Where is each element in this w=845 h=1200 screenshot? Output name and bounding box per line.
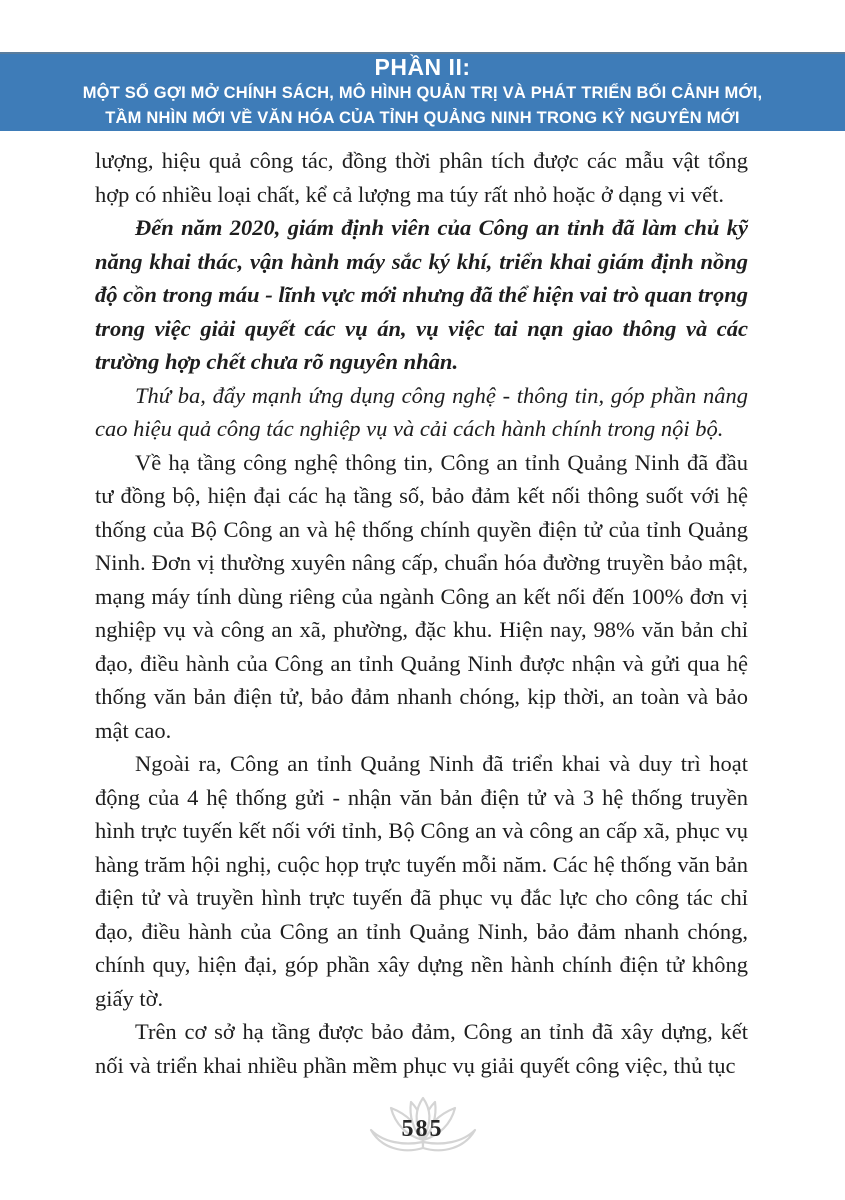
chapter-header-band <box>0 52 845 131</box>
paragraph-software: Trên cơ sở hạ tầng được bảo đảm, Công an tỉnh đã xây dựng, kết nối và triển khai nhiều phần mềm phục vụ giải quyết công việc, thủ tục <box>95 1019 748 1078</box>
chapter-subtitle-line2: TẦM NHÌN MỚI VỀ VĂN HÓA CỦA TỈNH QUẢNG NINH TRONG KỶ NGUYÊN MỚI <box>105 109 740 127</box>
chapter-part-label: PHẦN II: <box>374 54 471 80</box>
paragraph-systems: Ngoài ra, Công an tỉnh Quảng Ninh đã triển khai và duy trì hoạt động của 4 hệ thống gửi - nhận văn bản điện tử và 3 hệ thống truyền hình trực tuyến kết nối với tỉnh, Bộ Công an và công an cấp xã, phục vụ hàng trăm hội nghị, cuộc họp trực tuyến mỗi năm. Các hệ thống văn bản điện tử và truyền hình trực tuyến đã phục vụ đắc lực cho công tác chỉ đạo, điều hành của Công an tỉnh Quảng Ninh, bảo đảm nhanh chóng, chính quy, hiện đại, góp phần xây dựng nền hành chính điện tử không giấy tờ. <box>95 751 748 1011</box>
page-number: 585 <box>401 1116 444 1142</box>
chapter-subtitle-line1: MỘT SỐ GỢI MỞ CHÍNH SÁCH, MÔ HÌNH QUẢN TRỊ VÀ PHÁT TRIỂN BỐI CẢNH MỚI, <box>82 84 763 102</box>
paragraph-bold-italic: Đến năm 2020, giám định viên của Công an tỉnh đã làm chủ kỹ năng khai thác, vận hành máy sắc ký khí, triển khai giám định nồng độ cồn trong máu - lĩnh vực mới nhưng đã thể hiện vai trò quan trọng trong việc giải quyết các vụ án, vụ việc tai nạn giao thông và các trường hợp chết chưa rõ nguyên nhân. <box>95 215 748 374</box>
paragraph-continuation: lượng, hiệu quả công tác, đồng thời phân tích được các mẫu vật tổng hợp có nhiều loại chất, kể cả lượng ma túy rất nhỏ hoặc ở dạng vi vết. <box>95 148 748 207</box>
paragraph-italic: Thứ ba, đẩy mạnh ứng dụng công nghệ - thông tin, góp phần nâng cao hiệu quả công tác nghiệp vụ và cải cách hành chính trong nội bộ. <box>95 382 748 441</box>
paragraph-infrastructure: Về hạ tầng công nghệ thông tin, Công an tỉnh Quảng Ninh đã đầu tư đồng bộ, hiện đại các hạ tầng số, bảo đảm kết nối thông suốt với hệ thống của Bộ Công an và hệ thống chính quyền điện tử của tỉnh Quảng Ninh. Đơn vị thường xuyên nâng cấp, chuẩn hóa đường truyền bảo mật, mạng máy tính dùng riêng của ngành Công an kết nối đến 100% đơn vị nghiệp vụ và công an xã, phường, đặc khu. Hiện nay, 98% văn bản chỉ đạo, điều hành của Công an tỉnh Quảng Ninh được nhận và gửi qua hệ thống văn bản điện tử, bảo đảm nhanh chóng, kịp thời, an toàn và bảo mật cao. <box>95 449 748 743</box>
page-body-text <box>95 144 748 1082</box>
page-footer <box>0 1096 845 1162</box>
footer-ornament-wrap <box>365 1096 481 1162</box>
